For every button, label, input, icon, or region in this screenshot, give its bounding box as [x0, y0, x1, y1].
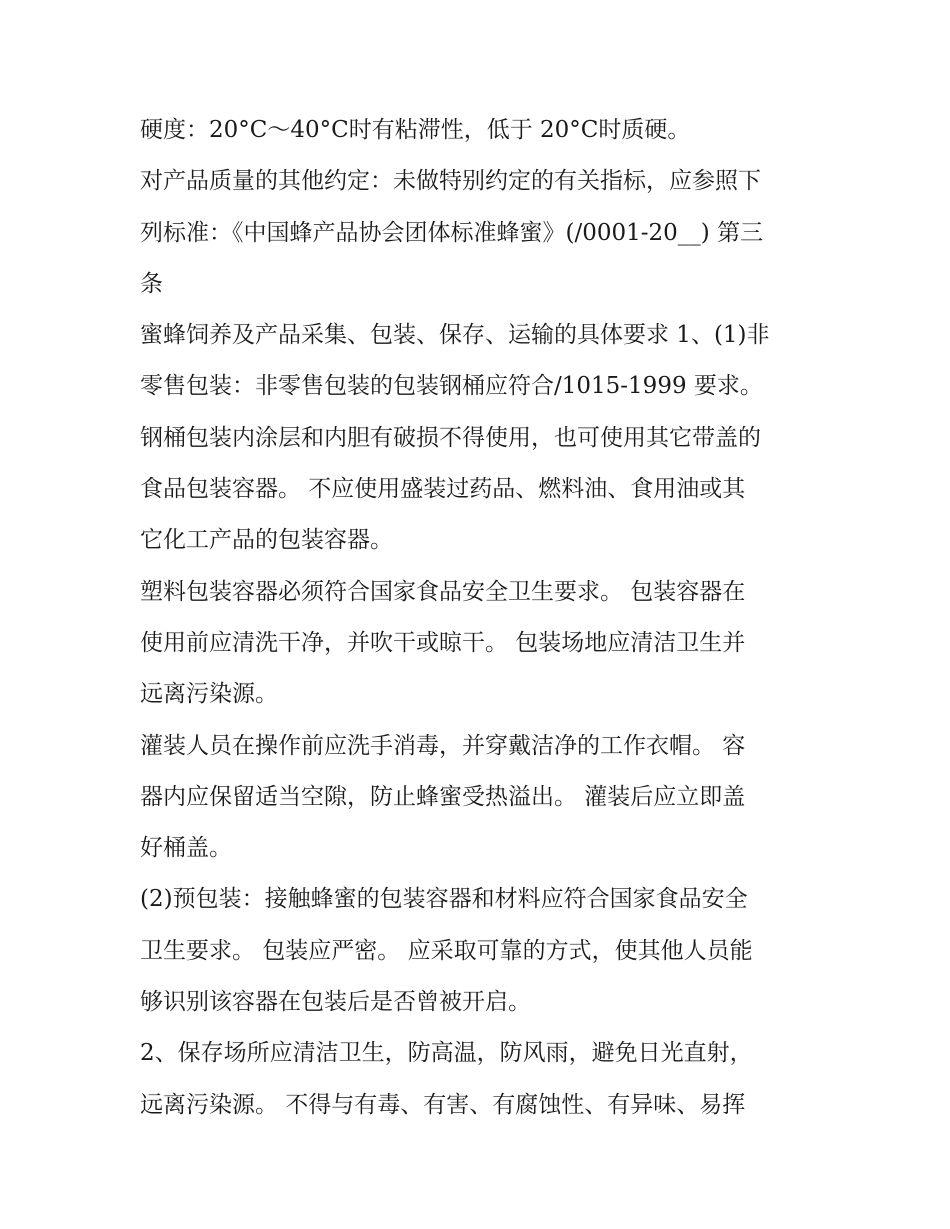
text-line: 够识别该容器在包装后是否曾被开启。 — [140, 989, 531, 1016]
text-line: 食品包装容器。 不应使用盛装过药品、燃料油、食用油或其 — [140, 476, 746, 503]
text-line: 2、保存场所应清洁卫生，防高温，防风雨，避免日光直射， — [140, 1040, 753, 1067]
text-line: (2)预包装：接触蜂蜜的包装容器和材料应符合国家食品安全 — [140, 886, 748, 913]
text-line: 灌装人员在操作前应洗手消毒，并穿戴洁净的工作衣帽。 容 — [140, 732, 746, 759]
text-line: 好桶盖。 — [140, 835, 232, 862]
text-line: 钢桶包装内涂层和内胆有破损不得使用，也可使用其它带盖的 — [140, 424, 761, 451]
text-line: 器内应保留适当空隙，防止蜂蜜受热溢出。 灌装后应立即盖 — [140, 783, 746, 810]
document-body — [140, 105, 820, 1131]
text-line: 远离污染源。 — [140, 681, 278, 708]
text-line: 对产品质量的其他约定：未做特别约定的有关指标，应参照下 — [140, 168, 761, 195]
text-line: 卫生要求。 包装应严密。 应采取可靠的方式，使其他人员能 — [140, 937, 753, 964]
text-line: 条 — [140, 270, 163, 297]
text-line: 它化工产品的包装容器。 — [140, 527, 393, 554]
text-line: 列标准：《中国蜂产品协会团体标准蜂蜜》(/0001-20__) 第三 — [140, 219, 764, 246]
text-line: 蜜蜂饲养及产品采集、包装、保存、运输的具体要求 1、(1)非 — [140, 322, 770, 349]
text-line: 远离污染源。 不得与有毒、有害、有腐蚀性、有异味、易挥 — [140, 1091, 746, 1118]
text-line: 使用前应清洗干净，并吹干或晾干。 包装场地应清洁卫生并 — [140, 629, 746, 656]
text-line: 塑料包装容器必须符合国家食品安全卫生要求。 包装容器在 — [140, 578, 746, 605]
text-line: 硬度：20°C～40°C时有粘滞性，低于 20°C时质硬。 — [140, 117, 691, 143]
text-line: 零售包装：非零售包装的包装钢桶应符合/1015-1999 要求。 — [140, 373, 763, 400]
